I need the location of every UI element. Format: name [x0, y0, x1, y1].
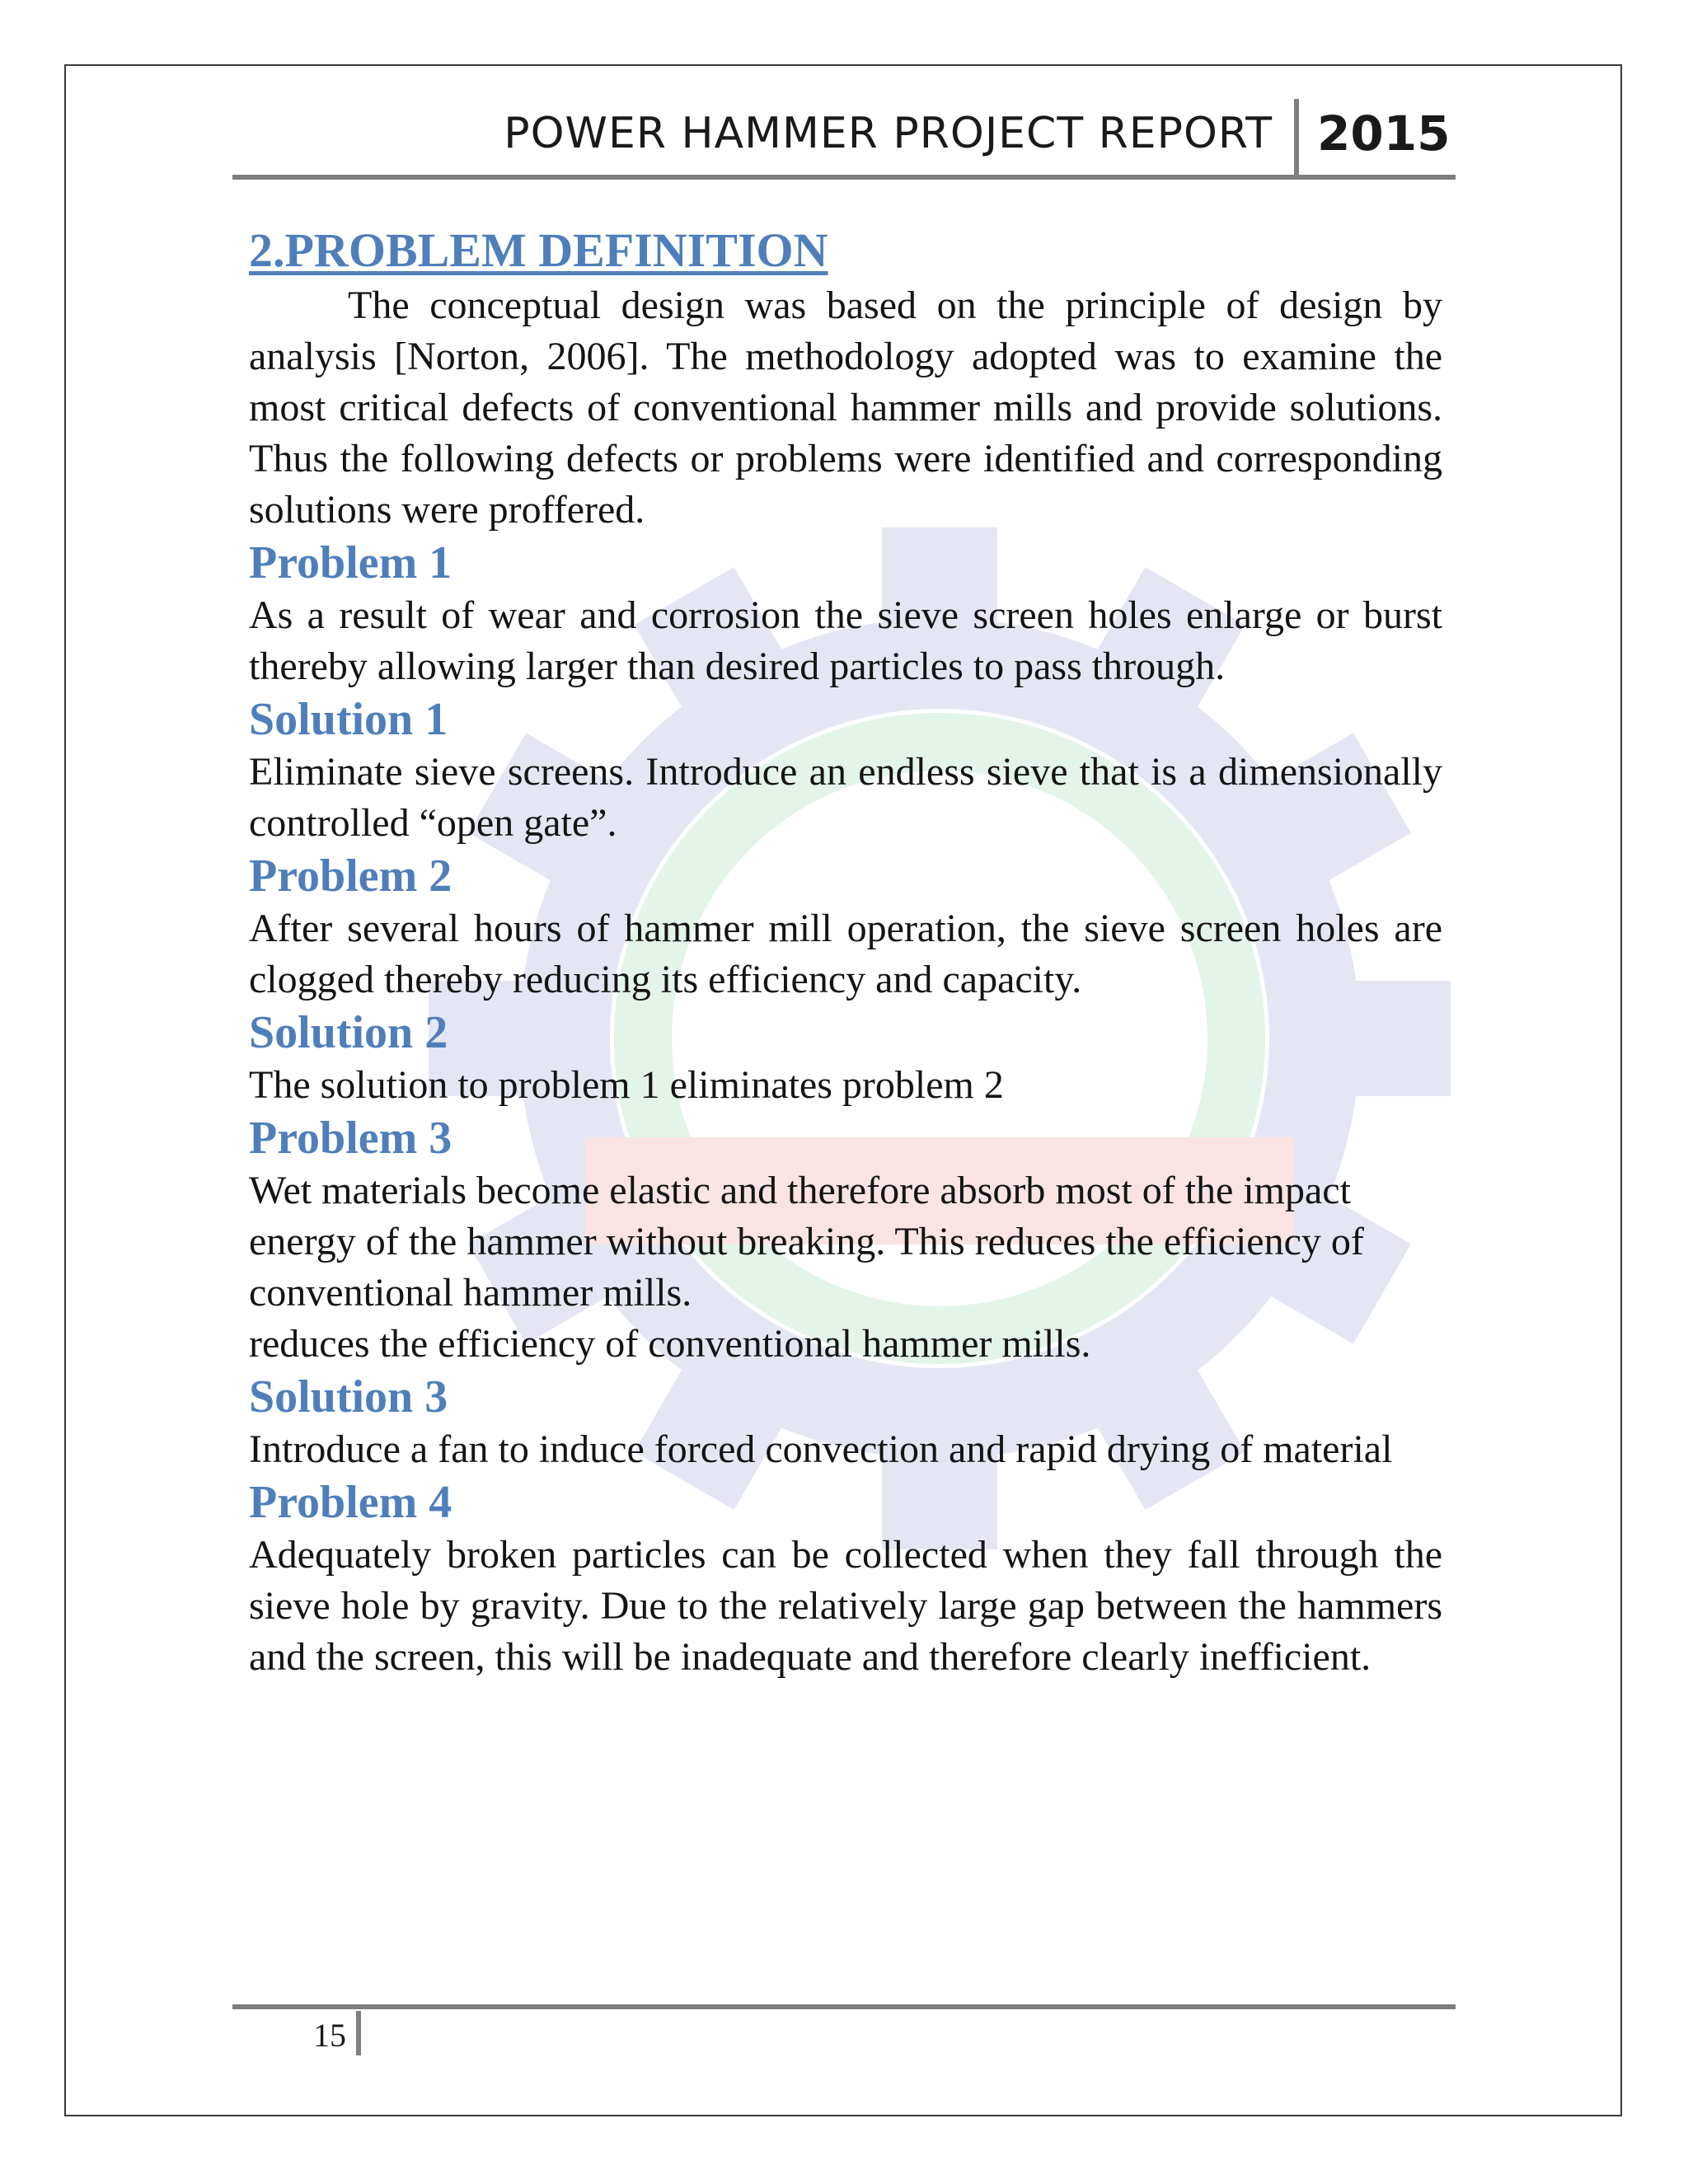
- page-number: 15: [313, 2017, 346, 2054]
- footer-separator: [356, 2011, 361, 2055]
- solution-2-heading: Solution 2: [249, 1007, 448, 1058]
- solution-2-text: The solution to problem 1 eliminates problem 2: [249, 1063, 1004, 1107]
- problem-2-text: After several hours of hammer mill operation, the sieve screen holes are clogged thereby reducing its efficiency and capacity.: [249, 907, 1442, 1001]
- problem-1-heading: Problem 1: [249, 537, 452, 588]
- problem-4-text: Adequately broken particles can be collected when they fall through the sieve hole by gravity. Due to the relatively large gap between the hammers and the screen, this will be inadequate and therefore clearly inefficient.: [249, 1533, 1442, 1679]
- footer-rule: [232, 2004, 1456, 2009]
- report-year: 2015: [1317, 105, 1451, 162]
- section-title: 2.PROBLEM DEFINITION: [249, 223, 828, 277]
- header-separator: [1294, 99, 1299, 178]
- solution-1-heading: Solution 1: [249, 694, 448, 745]
- problem-3-text-repeat: reduces the efficiency of conventional hammer mills.: [249, 1322, 1091, 1366]
- report-title: POWER HAMMER PROJECT REPORT: [504, 109, 1273, 158]
- problem-3-text: Wet materials become elastic and therefore absorb most of the impact energy of the hammer without breaking. This reduces the efficiency of conventional hammer mills.: [249, 1169, 1364, 1315]
- solution-3-text: Introduce a fan to induce forced convection and rapid drying of material: [249, 1427, 1393, 1471]
- problem-1-text: As a result of wear and corrosion the sieve screen holes enlarge or burst thereby allowing larger than desired particles to pass through.: [249, 593, 1442, 688]
- solution-3-heading: Solution 3: [249, 1371, 448, 1422]
- intro-paragraph: The conceptual design was based on the principle of design by analysis [Norton, 2006]. The methodology adopted was to examine the most critical defects of conventional hammer mills and provide solutions. Thus the following defects or problems were identified and corresponding solutions were proffered.: [249, 284, 1442, 532]
- problem-4-heading: Problem 4: [249, 1477, 452, 1528]
- header-rule: [232, 175, 1456, 180]
- problem-2-heading: Problem 2: [249, 851, 452, 902]
- document-body: [249, 221, 1442, 1683]
- page-footer: [232, 2004, 1456, 2079]
- problem-3-heading: Problem 3: [249, 1113, 452, 1164]
- solution-1-text: Eliminate sieve screens. Introduce an endless sieve that is a dimensionally controlled “open gate”.: [249, 750, 1442, 845]
- page-header: [232, 99, 1456, 181]
